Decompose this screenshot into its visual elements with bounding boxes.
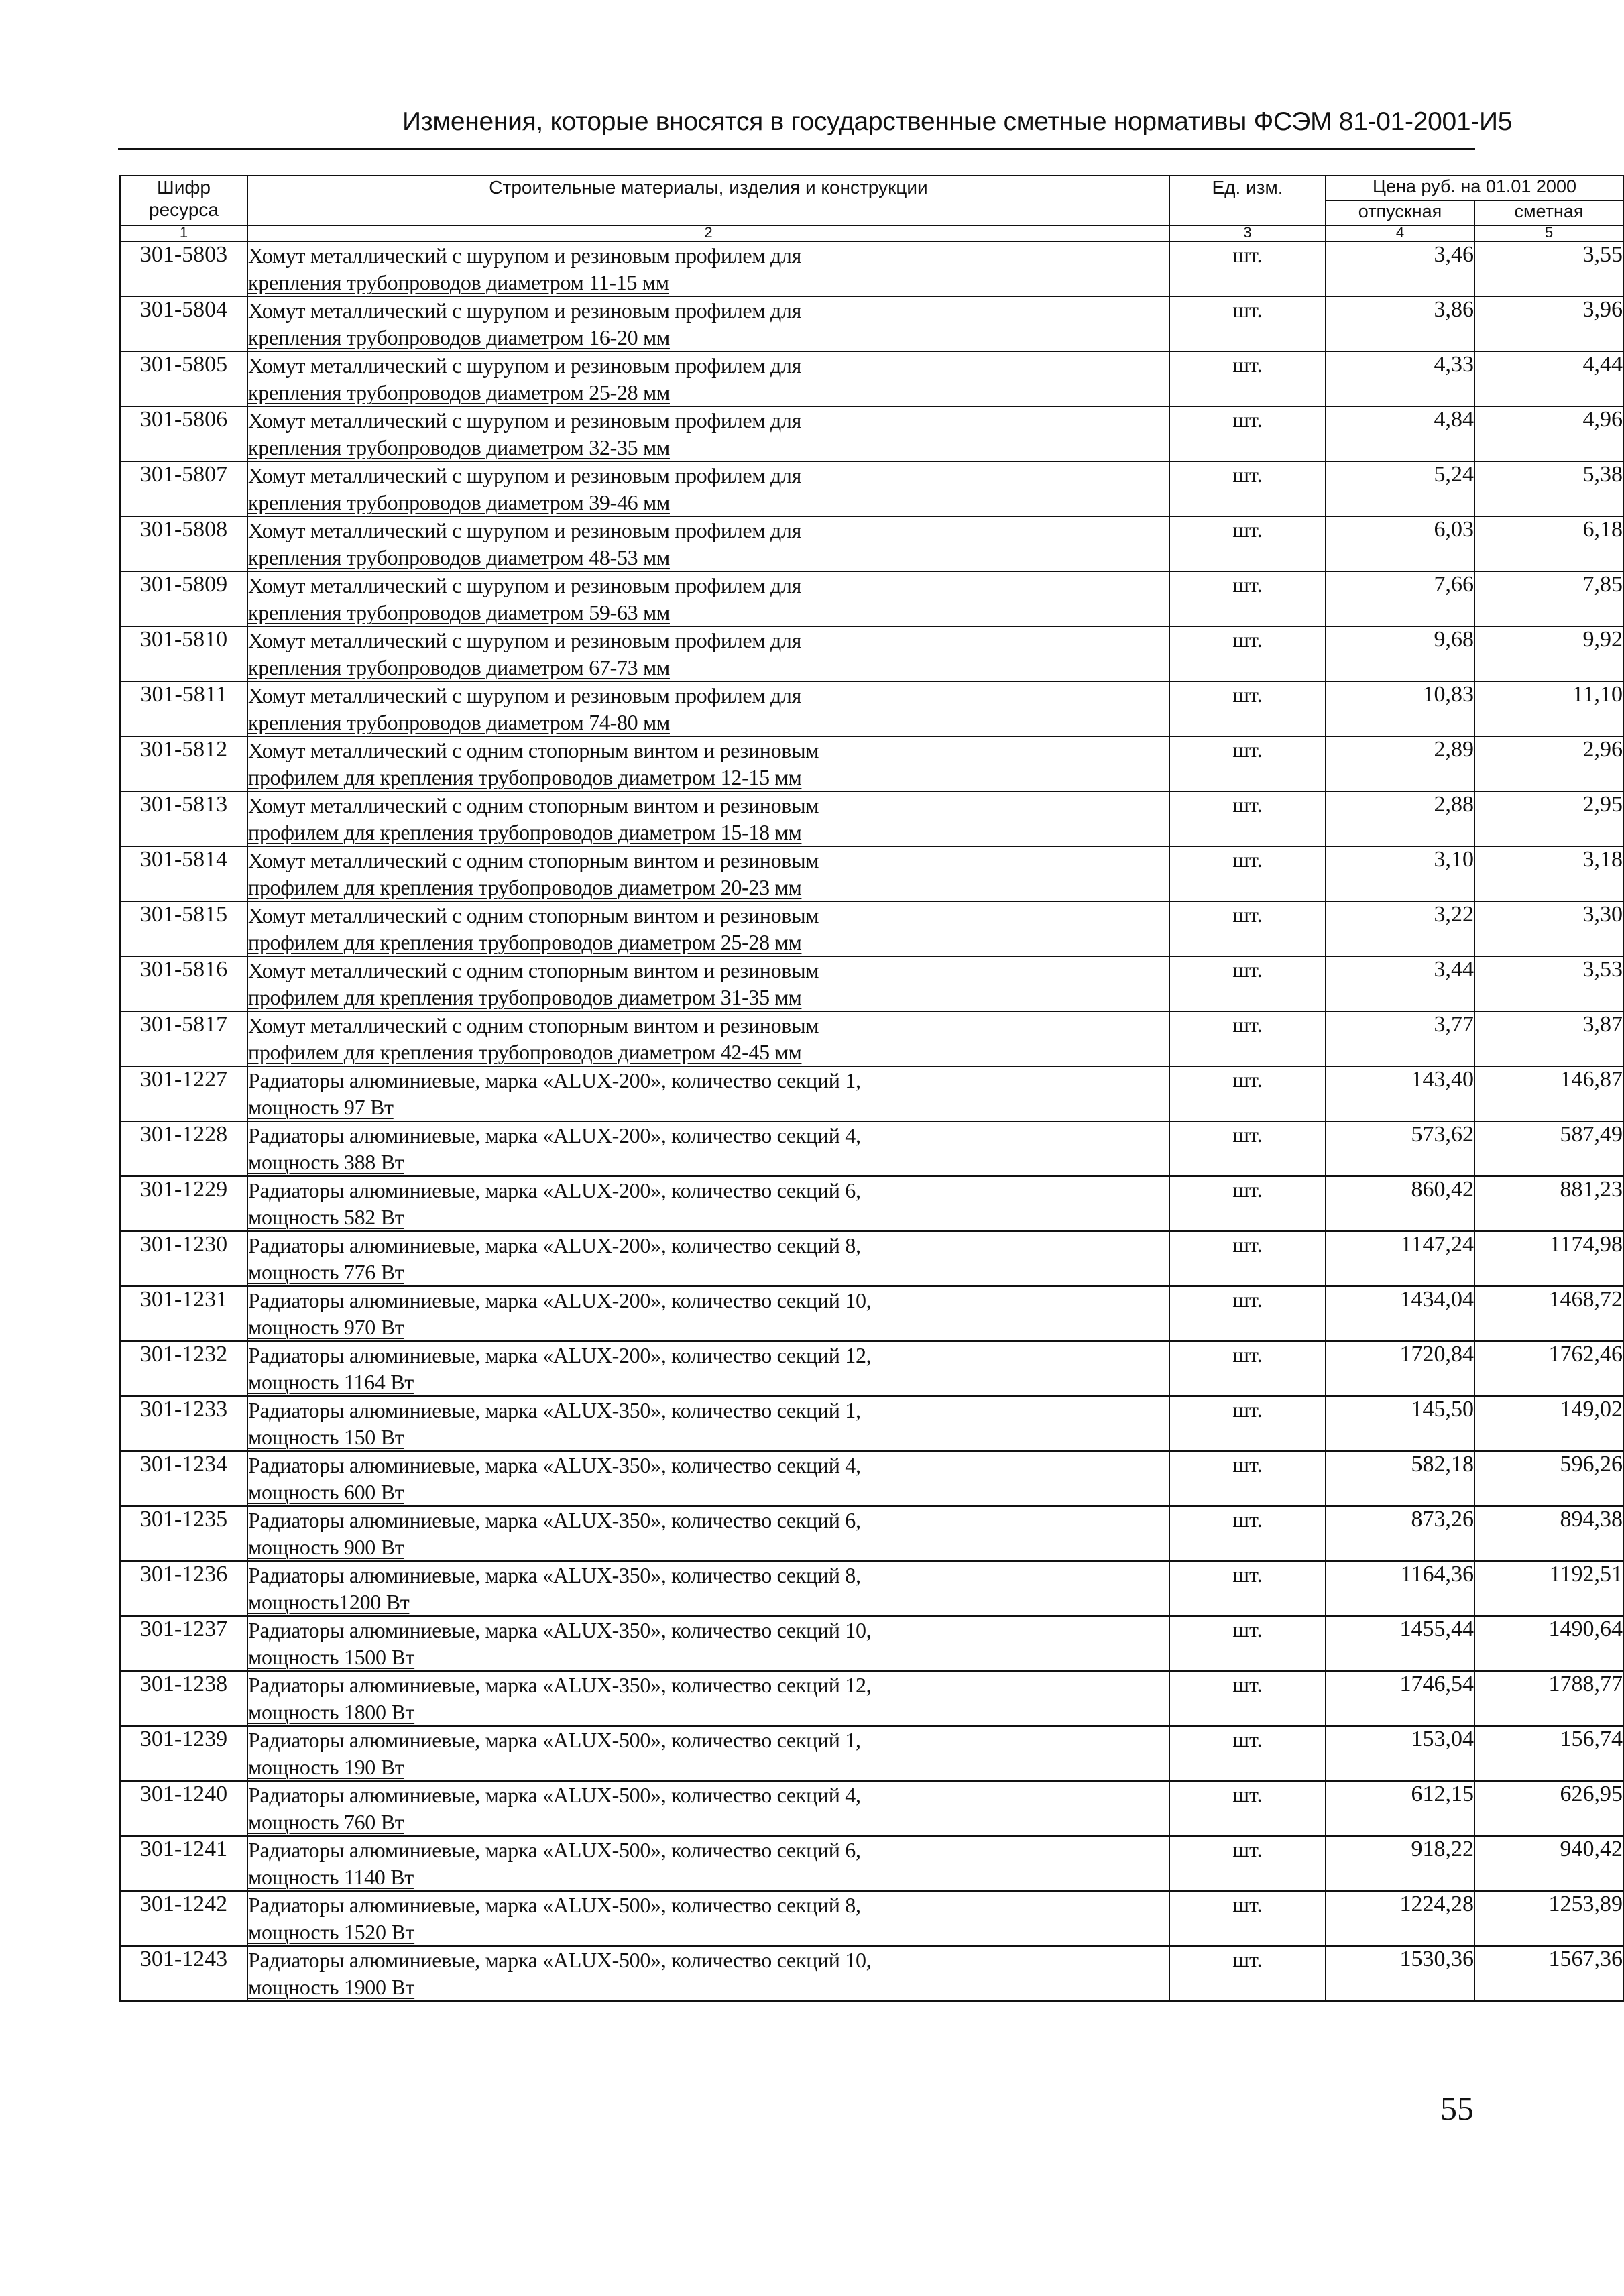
resource-name-line2: крепления трубопроводов диаметром 39-46 мм [248,490,670,514]
resource-name [247,241,1169,296]
resource-name-line1: Радиаторы алюминиевые, марка «ALUX-200», количество секций 10, [248,1288,872,1312]
header-name: Строительные материалы, изделия и конструкции [247,176,1169,225]
price-estimate: 1174,98 [1474,1231,1623,1286]
unit: шт. [1169,901,1326,956]
table-row [120,1396,1623,1451]
unit: шт. [1169,351,1326,406]
resource-code: 301-1235 [120,1506,247,1561]
table-row [120,1946,1623,2001]
price-estimate: 626,95 [1474,1781,1623,1836]
price-release: 612,15 [1326,1781,1474,1836]
resource-name [247,846,1169,901]
resource-name [247,351,1169,406]
table-row [120,516,1623,571]
table-row [120,1341,1623,1396]
resource-name-line1: Радиаторы алюминиевые, марка «ALUX-500», количество секций 4, [248,1783,861,1807]
table-row [120,956,1623,1011]
table-row [120,1231,1623,1286]
table-row [120,1781,1623,1836]
resource-code: 301-5815 [120,901,247,956]
resource-name [247,1781,1169,1836]
price-estimate: 1253,89 [1474,1891,1623,1946]
resource-code: 301-1230 [120,1231,247,1286]
unit: шт. [1169,1066,1326,1121]
resource-name-line1: Хомут металлический с шурупом и резиновым профилем для [248,573,802,597]
col-number: 3 [1169,225,1326,241]
resource-name [247,1506,1169,1561]
col-number: 4 [1326,225,1474,241]
resource-code: 301-5804 [120,296,247,351]
unit: шт. [1169,1781,1326,1836]
resource-name-line1: Хомут металлический с одним стопорным винтом и резиновым [248,738,819,762]
resource-name [247,1011,1169,1066]
table-row [120,351,1623,406]
resource-name-line2: профилем для крепления трубопроводов диаметром 12-15 мм [248,765,802,789]
resource-name-line1: Радиаторы алюминиевые, марка «ALUX-200», количество секций 12, [248,1343,872,1367]
resource-name-line2: профилем для крепления трубопроводов диаметром 31-35 мм [248,985,802,1009]
table-row [120,1286,1623,1341]
resource-name-line2: мощность 150 Вт [248,1425,404,1449]
price-release: 3,22 [1326,901,1474,956]
table-row [120,1671,1623,1726]
table-row [120,1011,1623,1066]
price-estimate: 4,44 [1474,351,1623,406]
table-row [120,1726,1623,1781]
resource-name-line2: мощность 970 Вт [248,1315,404,1339]
unit: шт. [1169,1616,1326,1671]
unit: шт. [1169,1726,1326,1781]
header-divider [118,148,1475,150]
price-estimate: 5,38 [1474,461,1623,516]
price-release: 9,68 [1326,626,1474,681]
price-estimate: 2,96 [1474,736,1623,791]
resource-name-line2: мощность 582 Вт [248,1205,404,1229]
resource-name [247,461,1169,516]
price-release: 1224,28 [1326,1891,1474,1946]
resource-name-line1: Радиаторы алюминиевые, марка «ALUX-200», количество секций 6, [248,1178,861,1202]
price-release: 2,89 [1326,736,1474,791]
resource-code: 301-1240 [120,1781,247,1836]
header-price-release: отпускная [1326,200,1474,225]
unit: шт. [1169,1451,1326,1506]
resource-name [247,1561,1169,1616]
resource-name-line2: мощность 1900 Вт [248,1975,415,1999]
price-estimate: 1192,51 [1474,1561,1623,1616]
price-release: 1746,54 [1326,1671,1474,1726]
resource-name-line1: Радиаторы алюминиевые, марка «ALUX-350», количество секций 6, [248,1508,861,1532]
resource-name-line2: мощность 900 Вт [248,1535,404,1559]
resource-name [247,1231,1169,1286]
resource-code: 301-5816 [120,956,247,1011]
price-release: 6,03 [1326,516,1474,571]
price-estimate: 3,55 [1474,241,1623,296]
unit: шт. [1169,516,1326,571]
resource-name [247,1341,1169,1396]
table-body [120,241,1623,2001]
table-row [120,571,1623,626]
resource-code: 301-5810 [120,626,247,681]
resource-name-line2: мощность 1520 Вт [248,1920,415,1944]
price-release: 3,44 [1326,956,1474,1011]
price-release: 153,04 [1326,1726,1474,1781]
resource-name-line1: Хомут металлический с шурупом и резиновым профилем для [248,408,802,433]
table-row [120,791,1623,846]
resource-name-line1: Хомут металлический с шурупом и резиновым профилем для [248,298,802,323]
price-release: 3,46 [1326,241,1474,296]
price-estimate: 4,96 [1474,406,1623,461]
price-estimate: 3,18 [1474,846,1623,901]
resource-code: 301-5803 [120,241,247,296]
table-row [120,1121,1623,1176]
resource-name-line1: Хомут металлический с шурупом и резиновым профилем для [248,463,802,487]
resource-name-line2: крепления трубопроводов диаметром 59-63 мм [248,600,670,624]
unit: шт. [1169,1286,1326,1341]
resource-code: 301-5814 [120,846,247,901]
resource-name-line2: крепления трубопроводов диаметром 74-80 мм [248,710,670,734]
resource-code: 301-5811 [120,681,247,736]
resource-name-line2: мощность1200 Вт [248,1590,410,1614]
resource-name [247,626,1169,681]
header-unit: Ед. изм. [1169,176,1326,225]
unit: шт. [1169,296,1326,351]
resource-code: 301-5808 [120,516,247,571]
resource-name-line2: крепления трубопроводов диаметром 48-53 мм [248,545,670,569]
table-row [120,296,1623,351]
resource-code: 301-1231 [120,1286,247,1341]
unit: шт. [1169,461,1326,516]
price-release: 5,24 [1326,461,1474,516]
resource-name-line2: мощность 97 Вт [248,1095,394,1119]
price-release: 582,18 [1326,1451,1474,1506]
resource-name-line2: мощность 1800 Вт [248,1700,415,1724]
price-estimate: 1788,77 [1474,1671,1623,1726]
resource-name-line1: Хомут металлический с одним стопорным винтом и резиновым [248,793,819,817]
price-release: 860,42 [1326,1176,1474,1231]
page-header-title: Изменения, которые вносятся в государственные сметные нормативы ФСЭМ 81-01-2001-И5 [402,107,1513,136]
resource-name-line1: Хомут металлический с одним стопорным винтом и резиновым [248,848,819,872]
resource-name [247,901,1169,956]
resource-code: 301-1234 [120,1451,247,1506]
resource-name [247,1726,1169,1781]
price-estimate: 3,30 [1474,901,1623,956]
resource-name-line2: мощность 190 Вт [248,1755,404,1779]
price-estimate: 3,87 [1474,1011,1623,1066]
price-estimate: 1762,46 [1474,1341,1623,1396]
unit: шт. [1169,626,1326,681]
unit: шт. [1169,1341,1326,1396]
resource-name-line2: профилем для крепления трубопроводов диаметром 20-23 мм [248,875,802,899]
resource-name [247,956,1169,1011]
price-estimate: 3,96 [1474,296,1623,351]
table-row [120,1891,1623,1946]
resource-name [247,1616,1169,1671]
table-row [120,1506,1623,1561]
price-estimate: 3,53 [1474,956,1623,1011]
resource-code: 301-1242 [120,1891,247,1946]
resource-name-line2: мощность 600 Вт [248,1480,404,1504]
table-row [120,1176,1623,1231]
price-release: 3,77 [1326,1011,1474,1066]
table-row [120,681,1623,736]
resource-name [247,1946,1169,2001]
resource-code: 301-1229 [120,1176,247,1231]
resource-name [247,1671,1169,1726]
resource-code: 301-1232 [120,1341,247,1396]
price-estimate: 1490,64 [1474,1616,1623,1671]
price-release: 3,10 [1326,846,1474,901]
resource-name-line2: мощность 1500 Вт [248,1645,415,1669]
resource-name-line1: Хомут металлический с шурупом и резиновым профилем для [248,518,802,542]
price-release: 3,86 [1326,296,1474,351]
price-release: 1455,44 [1326,1616,1474,1671]
header-code: Шифр ресурса [120,176,247,225]
price-estimate: 596,26 [1474,1451,1623,1506]
price-estimate: 940,42 [1474,1836,1623,1891]
price-release: 1530,36 [1326,1946,1474,2001]
resource-name-line1: Радиаторы алюминиевые, марка «ALUX-350», количество секций 10, [248,1618,872,1642]
resource-name [247,1891,1169,1946]
unit: шт. [1169,1396,1326,1451]
resource-name-line1: Хомут металлический с одним стопорным винтом и резиновым [248,903,819,927]
resource-code: 301-5805 [120,351,247,406]
resource-code: 301-5812 [120,736,247,791]
table-row [120,846,1623,901]
unit: шт. [1169,681,1326,736]
resource-code: 301-5806 [120,406,247,461]
table-row [120,1616,1623,1671]
resource-code: 301-1241 [120,1836,247,1891]
resource-code: 301-1237 [120,1616,247,1671]
resource-name-line1: Радиаторы алюминиевые, марка «ALUX-500», количество секций 6, [248,1838,861,1862]
resource-name-line2: мощность 1140 Вт [248,1865,414,1889]
unit: шт. [1169,956,1326,1011]
price-release: 143,40 [1326,1066,1474,1121]
unit: шт. [1169,1946,1326,2001]
price-estimate: 149,02 [1474,1396,1623,1451]
resource-name-line1: Радиаторы алюминиевые, марка «ALUX-200», количество секций 4, [248,1123,861,1147]
table-row [120,241,1623,296]
resource-name-line1: Радиаторы алюминиевые, марка «ALUX-350», количество секций 4, [248,1453,861,1477]
unit: шт. [1169,791,1326,846]
resource-name-line1: Радиаторы алюминиевые, марка «ALUX-200», количество секций 1, [248,1068,861,1092]
table-row [120,1836,1623,1891]
header-price: Цена руб. на 01.01 2000 [1326,176,1623,200]
price-estimate: 587,49 [1474,1121,1623,1176]
price-release: 4,33 [1326,351,1474,406]
resource-name-line1: Радиаторы алюминиевые, марка «ALUX-200», количество секций 8, [248,1233,861,1257]
resource-name-line1: Радиаторы алюминиевые, марка «ALUX-500», количество секций 10, [248,1948,872,1972]
price-release: 4,84 [1326,406,1474,461]
price-release: 918,22 [1326,1836,1474,1891]
page-number: 55 [1440,2089,1474,2127]
price-estimate: 1567,36 [1474,1946,1623,2001]
table-row [120,736,1623,791]
resource-name-line1: Хомут металлический с одним стопорным винтом и резиновым [248,958,819,982]
resource-code: 301-1238 [120,1671,247,1726]
resource-name [247,516,1169,571]
resource-name [247,1121,1169,1176]
resource-code: 301-5809 [120,571,247,626]
resource-name-line2: профилем для крепления трубопроводов диаметром 42-45 мм [248,1040,802,1064]
resource-name-line2: мощность 1164 Вт [248,1370,414,1394]
resource-code: 301-5807 [120,461,247,516]
unit: шт. [1169,1836,1326,1891]
resource-code: 301-1243 [120,1946,247,2001]
resource-name-line2: профилем для крепления трубопроводов диаметром 15-18 мм [248,820,802,844]
resource-code: 301-1233 [120,1396,247,1451]
table-row [120,1066,1623,1121]
resource-name-line2: мощность 388 Вт [248,1150,404,1174]
unit: шт. [1169,1231,1326,1286]
unit: шт. [1169,1176,1326,1231]
price-release: 7,66 [1326,571,1474,626]
resource-code: 301-1236 [120,1561,247,1616]
resource-name [247,1176,1169,1231]
resource-name [247,1396,1169,1451]
unit: шт. [1169,571,1326,626]
resource-name-line2: крепления трубопроводов диаметром 67-73 мм [248,655,670,679]
price-release: 2,88 [1326,791,1474,846]
price-release: 573,62 [1326,1121,1474,1176]
resource-code: 301-1239 [120,1726,247,1781]
table-row [120,461,1623,516]
resource-name [247,1286,1169,1341]
resource-name [247,681,1169,736]
unit: шт. [1169,736,1326,791]
table-row [120,406,1623,461]
price-estimate: 11,10 [1474,681,1623,736]
resource-name [247,736,1169,791]
col-number: 2 [247,225,1169,241]
table-row [120,626,1623,681]
resource-name [247,406,1169,461]
resource-name-line2: крепления трубопроводов диаметром 32-35 мм [248,435,670,459]
unit: шт. [1169,846,1326,901]
resource-name [247,1836,1169,1891]
price-release: 1434,04 [1326,1286,1474,1341]
resource-name-line1: Хомут металлический с шурупом и резиновым профилем для [248,353,802,378]
resource-name-line1: Радиаторы алюминиевые, марка «ALUX-500», количество секций 1, [248,1728,861,1752]
resource-name [247,571,1169,626]
resource-code: 301-5813 [120,791,247,846]
table-row [120,1451,1623,1506]
unit: шт. [1169,1011,1326,1066]
resource-name-line1: Хомут металлический с одним стопорным винтом и резиновым [248,1013,819,1037]
resource-name-line2: крепления трубопроводов диаметром 16-20 мм [248,325,670,349]
col-number: 1 [120,225,247,241]
resource-name-line1: Радиаторы алюминиевые, марка «ALUX-350», количество секций 8, [248,1563,861,1587]
unit: шт. [1169,1671,1326,1726]
price-release: 873,26 [1326,1506,1474,1561]
resource-name-line1: Радиаторы алюминиевые, марка «ALUX-500», количество секций 8, [248,1893,861,1917]
unit: шт. [1169,1506,1326,1561]
resource-name-line1: Радиаторы алюминиевые, марка «ALUX-350», количество секций 12, [248,1673,872,1697]
resource-name-line2: профилем для крепления трубопроводов диаметром 25-28 мм [248,930,802,954]
price-estimate: 9,92 [1474,626,1623,681]
resource-name [247,1451,1169,1506]
resource-name-line2: мощность 776 Вт [248,1260,404,1284]
resource-name-line1: Хомут металлический с шурупом и резиновым профилем для [248,683,802,707]
price-release: 1720,84 [1326,1341,1474,1396]
resource-name-line1: Хомут металлический с шурупом и резиновым профилем для [248,628,802,652]
resource-name [247,791,1169,846]
price-release: 1147,24 [1326,1231,1474,1286]
resource-name-line2: крепления трубопроводов диаметром 11-15 мм [248,270,669,294]
table-row [120,1561,1623,1616]
resource-code: 301-1227 [120,1066,247,1121]
unit: шт. [1169,1121,1326,1176]
unit: шт. [1169,406,1326,461]
resource-code: 301-5817 [120,1011,247,1066]
price-estimate: 894,38 [1474,1506,1623,1561]
col-number: 5 [1474,225,1623,241]
price-estimate: 7,85 [1474,571,1623,626]
unit: шт. [1169,1561,1326,1616]
resource-name-line1: Радиаторы алюминиевые, марка «ALUX-350», количество секций 1, [248,1398,861,1422]
resource-code: 301-1228 [120,1121,247,1176]
resource-name-line1: Хомут металлический с шурупом и резиновым профилем для [248,243,802,268]
resource-name-line2: мощность 760 Вт [248,1810,404,1834]
price-estimate: 2,95 [1474,791,1623,846]
resource-name-line2: крепления трубопроводов диаметром 25-28 мм [248,380,670,404]
resource-name [247,296,1169,351]
unit: шт. [1169,241,1326,296]
price-release: 145,50 [1326,1396,1474,1451]
header-price-estimate: сметная [1474,200,1623,225]
resource-name [247,1066,1169,1121]
price-release: 1164,36 [1326,1561,1474,1616]
table-row [120,901,1623,956]
price-estimate: 6,18 [1474,516,1623,571]
resource-price-table [119,175,1624,2002]
price-release: 10,83 [1326,681,1474,736]
price-estimate: 881,23 [1474,1176,1623,1231]
price-estimate: 146,87 [1474,1066,1623,1121]
price-estimate: 156,74 [1474,1726,1623,1781]
unit: шт. [1169,1891,1326,1946]
column-number-row [120,225,1623,241]
price-estimate: 1468,72 [1474,1286,1623,1341]
